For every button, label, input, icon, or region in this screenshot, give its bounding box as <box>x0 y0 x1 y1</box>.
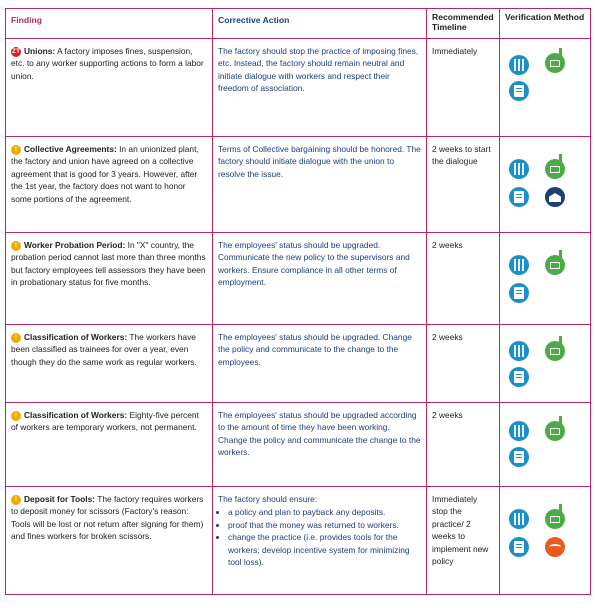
action-intro: The factory should ensure: <box>218 494 318 504</box>
verification-cell <box>500 233 591 325</box>
action-bullet: • change the practice (i.e. provides tools for the workers; develop incentive system for minimizing tool loss). <box>228 531 421 568</box>
verification-cell <box>500 325 591 403</box>
finding-text: In an unionized plant, the factory and union have agreed on a collective agreement that is good for 3 years. However, after the 1st year, the factory does not want to honor some portions of the agreement. <box>11 144 199 204</box>
document-icon <box>509 367 529 387</box>
finding-title: Classification of Workers: <box>24 410 128 420</box>
table-row <box>6 403 591 487</box>
header-timeline: Recommended Timeline <box>427 9 500 39</box>
action-cell: Terms of Collective bargaining should be honored. The factory should initiate dialogue with the union to resolve the issue. <box>213 137 427 233</box>
timeline-cell: Immediately stop the practice/ 2 weeks to implement new policy <box>427 487 500 595</box>
finding-cell <box>6 39 213 137</box>
warning-icon: ! <box>11 145 21 155</box>
action-bullet: • proof that the money was returned to workers. <box>228 519 421 531</box>
workers-icon <box>509 55 529 75</box>
finding-cell <box>6 487 213 595</box>
timeline-cell: 2 weeks <box>427 325 500 403</box>
finding-text: The workers have been classified as trainees for over a year, even though they do the same work as regular workers. <box>11 332 197 367</box>
document-icon <box>509 283 529 303</box>
workers-icon <box>509 159 529 179</box>
finding-text: The factory requires workers to deposit money for scissors (Factory's reason: Tools will be lost or not return after signing for them) and fines workers for broken scissors. <box>11 494 204 542</box>
management-icon <box>545 53 565 73</box>
document-icon <box>509 187 529 207</box>
timeline-cell: 2 weeks <box>427 233 500 325</box>
warning-icon: ! <box>11 411 21 421</box>
finding-text: In "X" country, the probation period cannot last more than three months but factory employees tell assessors they have been in probationary status for five months. <box>11 240 206 288</box>
timeline-cell: 2 weeks <box>427 403 500 487</box>
verification-cell <box>500 403 591 487</box>
header-row <box>6 9 591 39</box>
finding-title: Worker Probation Period: <box>24 240 126 250</box>
management-icon <box>545 341 565 361</box>
document-icon <box>509 537 529 557</box>
table-row <box>6 487 591 595</box>
timeline-cell: 2 weeks to start the dialogue <box>427 137 500 233</box>
management-icon <box>545 255 565 275</box>
management-icon <box>545 509 565 529</box>
verification-cell <box>500 487 591 595</box>
findings-table <box>5 8 591 595</box>
finding-cell <box>6 137 213 233</box>
action-cell <box>213 487 427 595</box>
site-icon <box>545 187 565 207</box>
warning-icon: ! <box>11 333 21 343</box>
management-icon <box>545 159 565 179</box>
finding-title: Deposit for Tools: <box>24 494 96 504</box>
warning-icon: ! <box>11 495 21 505</box>
finding-text: A factory imposes fines, suspension, etc. to any worker supporting actions to form a labor union. <box>11 46 204 81</box>
header-verification: Verification Method <box>500 9 591 39</box>
management-icon <box>545 421 565 441</box>
action-bullet: • a policy and plan to payback any deposits. <box>228 506 421 518</box>
verification-cell <box>500 137 591 233</box>
action-cell: The employees' status should be upgraded. Communicate the new policy to the supervisors and workers. Ensure compliance in all other terms of employment. <box>213 233 427 325</box>
timeline-cell: Immediately <box>427 39 500 137</box>
document-icon <box>509 81 529 101</box>
warning-icon: ! <box>11 241 21 251</box>
document-icon <box>509 447 529 467</box>
workers-icon <box>509 421 529 441</box>
finding-title: Collective Agreements: <box>24 144 117 154</box>
table-row <box>6 325 591 403</box>
table-row <box>6 39 591 137</box>
finding-title: Classification of Workers: <box>24 332 128 342</box>
header-finding: Finding <box>6 9 213 39</box>
finding-cell <box>6 233 213 325</box>
zero-tolerance-icon: ZT <box>12 47 20 55</box>
table-row <box>6 137 591 233</box>
workers-icon <box>509 255 529 275</box>
workers-icon <box>509 341 529 361</box>
finding-cell <box>6 403 213 487</box>
action-bullet-list <box>218 506 421 568</box>
table-row <box>6 233 591 325</box>
verification-cell <box>500 39 591 137</box>
finding-cell <box>6 325 213 403</box>
action-cell: The employees' status should be upgraded according to the amount of time they have been working. Change the policy and communicate the change to the workers. <box>213 403 427 487</box>
tool-icon <box>545 537 565 557</box>
workers-icon <box>509 509 529 529</box>
header-corrective-action: Corrective Action <box>213 9 427 39</box>
action-cell: The employees' status should be upgraded. Change the policy and communicate to the change to the employees. <box>213 325 427 403</box>
finding-title: Unions: <box>24 46 56 56</box>
finding-text: Eighty-five percent of workers are temporary workers, not permanent. <box>11 410 199 433</box>
action-cell: The factory should stop the practice of imposing fines, etc. Instead, the factory should remain neutral and initiate dialogue with workers and respect their freedom of association. <box>213 39 427 137</box>
